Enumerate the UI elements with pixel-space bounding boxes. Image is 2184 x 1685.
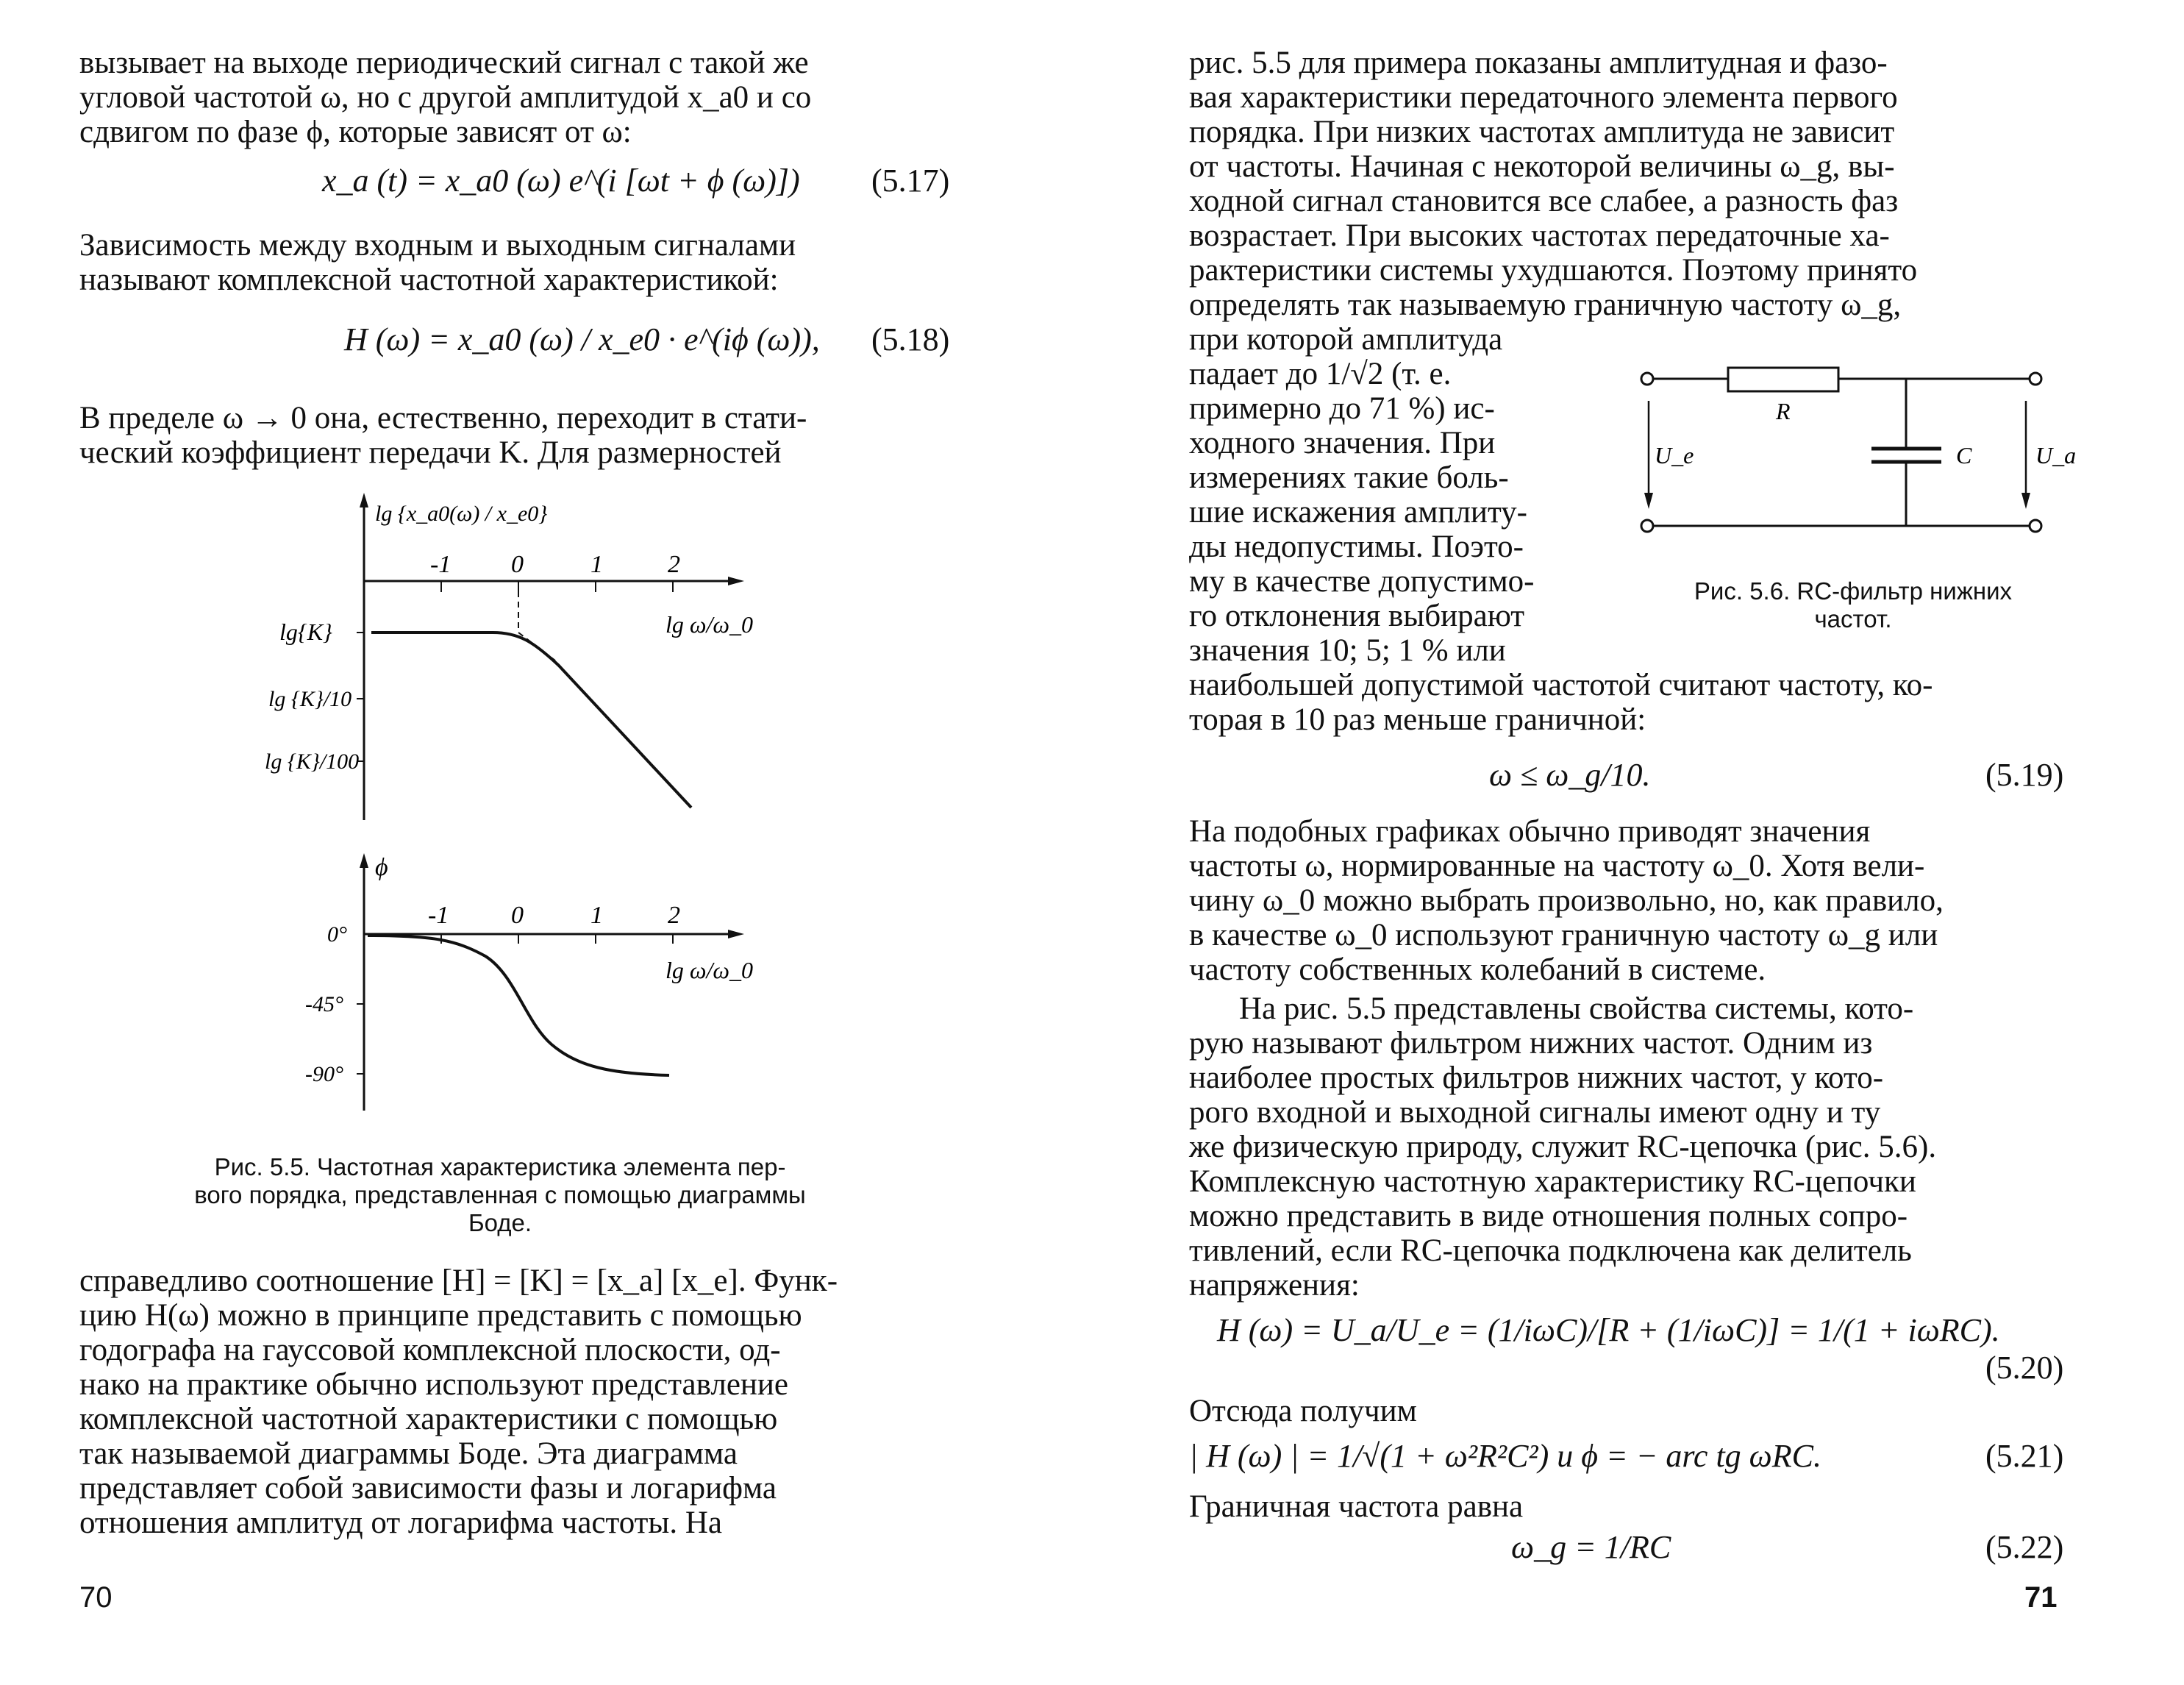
amplitude-x-tick-label: 0 [511, 551, 524, 578]
equation-5-20: H (ω) = U_a/U_e = (1/iωC)/[R + (1/iωC)] = 1/(1 + iωRC). [1217, 1312, 2000, 1348]
amplitude-y-tick-label: lg{K} [279, 619, 332, 645]
filter-line-1: На рис. 5.5 представлены свойства системы, кото- [1239, 991, 1914, 1026]
intro-line-2: угловой частотой ω, но с другой амплитудой x_a0 и со [79, 80, 812, 115]
intro-line-1: вызывает на выходе периодический сигнал с такой же [79, 46, 809, 80]
amplitude-curve [371, 633, 691, 808]
filter-line-5: же физическую природу, служит RC-цепочка (рис. 5.6). [1189, 1130, 1937, 1164]
phase-y-tick-label: 0° [327, 922, 347, 947]
resistor-label: R [1776, 398, 1791, 424]
amplitude-x-arrow [728, 577, 744, 585]
page-number-left: 70 [79, 1581, 113, 1614]
after-line-3: годографа на гауссовой комплексной плоскости, од- [79, 1333, 781, 1367]
equation-5-18: H (ω) = x_a0 (ω) / x_e0 · e^(iϕ (ω)), [344, 321, 820, 357]
intro-line-3: сдвигом по фазе ϕ, которые зависят от ω: [79, 115, 632, 149]
limit-line-1: В пределе ω → 0 она, естественно, переходит в стати- [79, 401, 807, 435]
amplitude-y-tick-label: lg {K}/100 [265, 749, 360, 774]
top-line-1: рис. 5.5 для примера показаны амплитудная и фазо- [1189, 46, 1888, 80]
resistor [1728, 368, 1838, 391]
phase-y-arrow [360, 853, 368, 868]
phase-y-tick-label: -90° [305, 1062, 343, 1086]
equation-number-5-21: (5.21) [1985, 1438, 2064, 1474]
page-number-right: 71 [2024, 1581, 2058, 1614]
filter-line-9: напряжения: [1189, 1268, 1360, 1303]
filter-line-3: наиболее простых фильтров нижних частот, у кото- [1189, 1061, 1884, 1095]
phase-x-arrow [728, 930, 744, 938]
amplitude-x-tick-label: 2 [668, 551, 680, 578]
dependence-line-1: Зависимость между входным и выходным сигналами [79, 228, 796, 263]
amplitude-x-tick-label: -1 [430, 551, 452, 578]
wrap-line-10: значения 10; 5; 1 % или [1189, 633, 1506, 668]
wrap-line-5: измерениях такие боль- [1189, 460, 1509, 495]
amplitude-y-tick-label: lg {K}/10 [268, 687, 352, 711]
input-voltage-label: U_e [1655, 442, 1694, 469]
filter-line-4: рого входной и выходной сигналы имеют одну и ту [1189, 1095, 1881, 1130]
amplitude-bode-plot [265, 485, 779, 831]
phase-x-tick-label: 2 [668, 902, 680, 929]
dependence-line-2: называют комплексной частотной характеристикой: [79, 263, 779, 297]
amplitude-x-axis-label: lg ω/ω_0 [665, 611, 753, 638]
capacitor-label: C [1956, 442, 1972, 469]
right-page [1092, 0, 2184, 1685]
filter-line-2: рую называют фильтром нижних частот. Одним из [1189, 1026, 1873, 1061]
graphs-line-3: чину ω_0 можно выбрать произвольно, но, как правило, [1189, 883, 1944, 918]
equation-number-5-22: (5.22) [1985, 1529, 2064, 1565]
wrap-line-2: падает до 1/√2 (т. е. [1189, 357, 1452, 391]
after-line-5: комплексной частотной характеристики с помощью [79, 1402, 778, 1436]
filter-line-7: можно представить в виде отношения полных сопро- [1189, 1199, 1908, 1233]
filter-line-8: тивлений, если RC-цепочка подключена как делитель [1189, 1233, 1912, 1268]
top-line-4: от частоты. Начиная с некоторой величины ω_g, вы- [1189, 149, 1895, 184]
amplitude-y-arrow [360, 493, 368, 507]
equation-5-21: | H (ω) | = 1/√(1 + ω²R²C²) и ϕ = − arc tg ωRC. [1189, 1438, 1821, 1474]
wrap-line-6: шие искажения амплиту- [1189, 495, 1527, 530]
phase-x-axis-label: lg ω/ω_0 [665, 957, 753, 983]
mid-line-1: наибольшей допустимой частотой считают частоту, ко- [1189, 668, 1933, 702]
after-line-2: цию H(ω) можно в принципе представить с помощью [79, 1298, 802, 1333]
hence-line: Отсюда получим [1189, 1394, 1417, 1428]
top-line-7: рактеристики системы ухудшаются. Поэтому принято [1189, 253, 1918, 288]
wrap-line-7: ды недопустимы. Поэто- [1189, 530, 1524, 564]
equation-5-17: x_a (t) = x_a0 (ω) e^(i [ωt + ϕ (ω)]) [322, 163, 800, 199]
top-line-2: вая характеристики передаточного элемента первого [1189, 80, 1898, 115]
graphs-line-2: частоты ω, нормированные на частоту ω_0. Хотя вели- [1189, 849, 1925, 883]
output-voltage-label: U_a [2035, 442, 2077, 469]
after-line-4: нако на практике обычно используют представление [79, 1367, 789, 1402]
phase-bode-plot [265, 846, 779, 1125]
top-line-6: возрастает. При высоких частотах передаточные ха- [1189, 218, 1890, 253]
wrap-line-4: ходного значения. При [1189, 426, 1496, 460]
after-line-6: так называемой диаграммы Боде. Эта диаграмма [79, 1436, 738, 1471]
boundary-frequency-line: Граничная частота равна [1189, 1489, 1524, 1524]
equation-number-5-18: (5.18) [871, 321, 950, 357]
phase-y-tick-label: -45° [305, 992, 343, 1016]
equation-5-22: ω_g = 1/RC [1511, 1529, 1671, 1565]
limit-line-2: ческий коэффициент передачи K. Для размерностей [79, 435, 782, 470]
after-line-1: справедливо соотношение [H] = [K] = [x_a] [x_e]. Функ- [79, 1264, 838, 1298]
after-line-7: представляет собой зависимости фазы и логарифма [79, 1471, 777, 1506]
rc-filter-circuit [1632, 353, 2077, 544]
wrap-line-9: го отклонения выбирают [1189, 599, 1525, 633]
graphs-line-4: в качестве ω_0 используют граничную частоту ω_g или [1189, 918, 1938, 952]
top-line-5: ходной сигнал становится все слабее, а разность фаз [1189, 184, 1899, 218]
after-line-8: отношения амплитуд от логарифма частоты. На [79, 1506, 722, 1540]
phase-x-tick-label: 1 [590, 902, 603, 929]
phase-curve [368, 936, 669, 1075]
input-terminal-top [1641, 373, 1653, 385]
output-terminal-top [2030, 373, 2041, 385]
equation-5-19: ω ≤ ω_g/10. [1489, 757, 1651, 793]
wrap-line-1: при которой амплитуда [1189, 322, 1503, 357]
figure-5-6-caption: Рис. 5.6. RC-фильтр нижних частот. [1694, 577, 2013, 633]
mid-line-2: торая в 10 раз меньше граничной: [1189, 702, 1646, 737]
equation-number-5-19: (5.19) [1985, 757, 2064, 793]
equation-number-5-17: (5.17) [871, 163, 950, 199]
wrap-line-8: му в качестве допустимо- [1189, 564, 1535, 599]
top-line-3: порядка. При низких частотах амплитуда не зависит [1189, 115, 1895, 149]
wrap-line-3: примерно до 71 %) ис- [1189, 391, 1495, 426]
top-line-8: определять так называемую граничную частоту ω_g, [1189, 288, 1902, 322]
phase-x-tick-label: 0 [511, 902, 524, 929]
amplitude-x-tick-label: 1 [590, 551, 603, 578]
graphs-line-1: На подобных графиках обычно приводят значения [1189, 814, 1871, 849]
filter-line-6: Комплексную частотную характеристику RC-цепочки [1189, 1164, 1916, 1199]
output-terminal-bottom [2030, 520, 2041, 532]
input-terminal-bottom [1641, 520, 1653, 532]
equation-number-5-20: (5.20) [1985, 1350, 2064, 1386]
amplitude-y-axis-label: lg {x_a0(ω) / x_e0} [375, 502, 548, 526]
figure-5-5-caption: Рис. 5.5. Частотная характеристика элемента пер- вого порядка, представленная с помощью диаграммы Боде. [194, 1153, 806, 1236]
phase-y-axis-label: ϕ [375, 854, 388, 881]
phase-x-tick-label: -1 [428, 902, 449, 929]
graphs-line-5: частоту собственных колебаний в системе. [1189, 952, 1766, 987]
